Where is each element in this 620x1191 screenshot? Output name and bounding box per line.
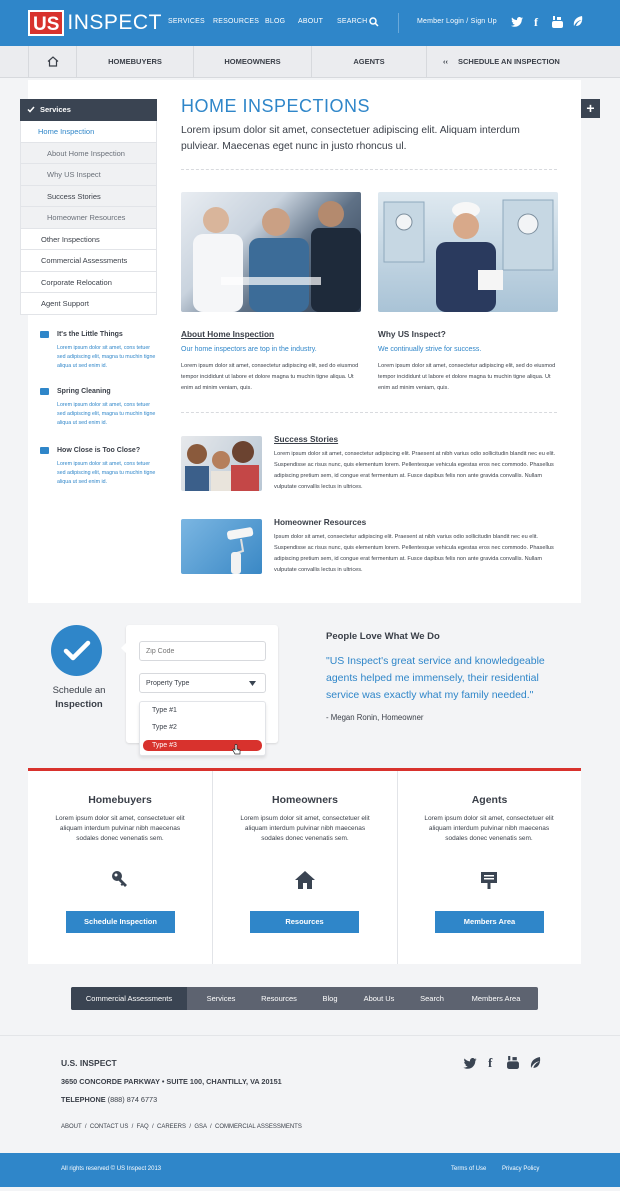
bottom-nav-commercial-assessments[interactable]: Commercial Assessments xyxy=(71,987,187,1010)
house-icon xyxy=(295,871,315,889)
home-tab[interactable] xyxy=(28,46,77,78)
news-title[interactable]: How Close is Too Close? xyxy=(57,447,141,454)
schedule-label-line2: Inspection xyxy=(55,699,103,710)
copyright-text: All rights reserved © US Inspect 2013 xyxy=(61,1166,162,1172)
form-pointer xyxy=(121,642,127,654)
about-home-inspection-link[interactable]: About Home Inspection xyxy=(181,329,275,339)
check-icon xyxy=(27,106,35,113)
footer-youtube-icon[interactable] xyxy=(507,1056,519,1069)
inspector-illustration xyxy=(378,192,558,312)
bottom-nav-search[interactable]: Search xyxy=(420,994,444,1003)
telephone-number[interactable]: (888) 874 6773 xyxy=(107,1095,158,1104)
option-type-3[interactable]: Type #3 xyxy=(143,740,262,751)
news-body: Lorem ipsum dolor sit amet, cons tetuer sed adipiscing elit, magna tu muchin tigne aliqua ut sed enim id. xyxy=(57,461,156,485)
family-illustration xyxy=(181,436,262,491)
sidebar-item-home-inspection[interactable]: Home Inspection xyxy=(20,121,157,143)
story1-body: Lorem ipsum dolor sit amet, consectetur adipiscing elit. Praesent at nibh varius odio sollicitudin blandit nec eu elit. Suspendisse ac risus nunc, quis elementum lorem. Pellentesque vehicula egestas eros nec commodo. Phasellus adipiscing pretium sem, id congue erat fermentum at. Fusce dapibus felis non ante gravida convallis. Nullam vulputate convallis lectus in ultrices. xyxy=(274,451,556,490)
news-body: Lorem ipsum dolor sit amet, cons tetuer sed adipiscing elit, magna tu muchin tigne aliqua ut sed enim id. xyxy=(57,345,156,369)
footer-facebook-icon[interactable]: f xyxy=(488,1055,493,1070)
news-item[interactable] xyxy=(40,447,156,487)
people-illustration xyxy=(181,192,361,312)
blog-leaf-icon[interactable] xyxy=(573,16,583,27)
key-icon xyxy=(111,870,129,888)
header-divider xyxy=(398,13,399,33)
member-login-link[interactable]: Member Login / Sign Up xyxy=(417,18,497,25)
privacy-policy-link[interactable]: Privacy Policy xyxy=(502,1166,540,1172)
subnav-homebuyers[interactable]: HOMEBUYERS xyxy=(77,46,194,78)
homebuyers-title: Homebuyers xyxy=(88,794,152,806)
sidebar-header-label: Services xyxy=(40,105,71,114)
home-outline-icon xyxy=(47,56,59,67)
agents-title: Agents xyxy=(471,794,508,806)
services-sidebar xyxy=(20,99,157,315)
nav-blog[interactable]: BLOG xyxy=(265,18,286,25)
large-check-icon xyxy=(51,625,102,676)
testimonial-heading: People Love What We Do xyxy=(326,631,440,642)
success-stories-link[interactable]: Success Stories xyxy=(274,434,339,444)
news-body: Lorem ipsum dolor sit amet, cons tetuer sed adipiscing elit, magna tu muchin tigne aliqua ut sed enim id. xyxy=(57,402,156,426)
bottom-nav-members-area[interactable]: Members Area xyxy=(471,994,521,1003)
footer-links[interactable]: ABOUT / CONTACT US / FAQ / CAREERS / GSA / COMMERCIAL ASSESSMENTS xyxy=(61,1124,302,1130)
sidebar-header[interactable] xyxy=(20,99,157,121)
sidebar-item-other-inspections[interactable]: Other Inspections xyxy=(20,229,157,251)
subnav-homeowners[interactable]: HOMEOWNERS xyxy=(194,46,312,78)
logo-us: US xyxy=(28,10,64,36)
facebook-icon[interactable]: f xyxy=(534,15,538,29)
sidebar-item-agent-support[interactable]: Agent Support xyxy=(20,293,157,315)
expand-plus-icon[interactable]: + xyxy=(581,99,600,118)
card2-body: Lorem ipsum dolor sit amet, consectetur adipiscing elit, sed do eiusmod tempor incididunt ut labore et dolore magna tu muchin tigne aliqua. Ut enim ad minim veniam, quis. xyxy=(378,363,556,391)
bottom-nav-services[interactable]: Services xyxy=(206,994,236,1003)
footer-telephone-row xyxy=(61,1095,157,1104)
sidebar-item-success-stories[interactable]: Success Stories xyxy=(20,186,157,208)
divider xyxy=(181,169,557,170)
terms-of-use-link[interactable]: Terms of Use xyxy=(451,1166,487,1172)
story2-body: Ipsum dolor sit amet, consectetur adipiscing elit. Praesent at nibh varius odio sollicitudin blandit nec eu elit. Suspendisse ac risus nunc, quis elementum lorem. Pellentesque vehicula egestas eros nec commodo. Phasellus adipiscing pretium sem, id congue erat fermentum at. Fusce dapibus felis non ante gravida convallis. Nullam vulputate convallis lectus in ultrices. xyxy=(274,534,554,573)
footer-divider xyxy=(0,1035,620,1036)
footer-blog-leaf-icon[interactable] xyxy=(530,1057,541,1069)
testimonial-author: - Megan Ronin, Homeowner xyxy=(326,713,424,722)
bottom-nav-blog[interactable]: Blog xyxy=(322,994,338,1003)
option-type-1[interactable]: Type #1 xyxy=(152,707,177,714)
caret-down-icon xyxy=(249,681,256,686)
card1-body: Lorem ipsum dolor sit amet, consectetur adipiscing elit, sed do eiusmod tempor incididunt ut labore et dolore magna tu muchin tigne aliqua. Ut enim ad minim veniam, quis. xyxy=(181,363,359,391)
chat-bubble-icon xyxy=(40,388,49,395)
chat-bubble-icon xyxy=(40,447,49,454)
chat-bubble-icon xyxy=(40,331,49,338)
paint-roller-photo xyxy=(181,519,262,574)
schedule-check-badge xyxy=(51,625,102,676)
news-title[interactable]: It's the Little Things xyxy=(57,331,123,338)
logo[interactable] xyxy=(28,10,162,36)
homeowners-body: Lorem ipsum dolor sit amet, consectetuer elit aliquam interdum pulvinar nibh maecenas sodales donec venenatis sem. xyxy=(240,815,370,842)
property-type-select[interactable] xyxy=(139,673,266,693)
footer-address: 3650 CONCORDE PARKWAY • SUITE 100, CHANTILLY, VA 20151 xyxy=(61,1077,282,1086)
page-title: HOME INSPECTIONS xyxy=(181,96,371,116)
intro-text: Lorem ipsum dolor sit amet, consectetuer adipiscing elit. Aliquam interdum pulviear. Maecenas eget nunc in justo rhoncus ul. xyxy=(181,125,520,152)
schedule-inspection-tab[interactable] xyxy=(427,46,581,78)
footer-twitter-icon[interactable] xyxy=(463,1058,477,1069)
schedule-inspection-label: SCHEDULE AN INSPECTION xyxy=(458,57,560,66)
sidebar-item-why-us-inspect[interactable]: Why US Inspect xyxy=(20,164,157,186)
search-icon[interactable] xyxy=(369,17,379,27)
schedule-label-line1: Schedule an xyxy=(52,685,106,696)
paint-roller-illustration xyxy=(181,519,262,574)
bottom-nav-resources[interactable]: Resources xyxy=(261,994,297,1003)
members-area-button[interactable]: Members Area xyxy=(435,911,544,933)
chevron-left-icon: ‹‹ xyxy=(443,57,448,66)
subnav-agents[interactable]: AGENTS xyxy=(312,46,427,78)
property-type-value: Property Type xyxy=(146,680,190,687)
footer-company: U.S. INSPECT xyxy=(61,1058,117,1068)
nav-about[interactable]: ABOUT xyxy=(298,18,324,25)
card2-subtitle: We continually strive for success. xyxy=(378,346,482,353)
zip-code-input[interactable] xyxy=(139,641,266,661)
nav-services[interactable]: SERVICES xyxy=(168,18,205,25)
divider xyxy=(181,412,557,413)
homeowners-title: Homeowners xyxy=(272,794,338,806)
homebuyers-body: Lorem ipsum dolor sit amet, consectetuer elit aliquam interdum pulvinar nibh maecenas sodales donec venenatis sem. xyxy=(55,815,185,842)
nav-resources[interactable]: RESOURCES xyxy=(213,18,260,25)
schedule-inspection-button[interactable]: Schedule Inspection xyxy=(66,911,175,933)
homeowner-resources-title: Homeowner Resources xyxy=(274,517,367,527)
bottom-nav-about-us[interactable]: About Us xyxy=(363,994,395,1003)
sign-post-icon xyxy=(480,871,498,889)
resources-button[interactable]: Resources xyxy=(250,911,359,933)
news-item[interactable] xyxy=(40,331,156,371)
agents-body: Lorem ipsum dolor sit amet, consectetuer elit aliquam interdum pulvinar nibh maecenas sodales donec venenatis sem. xyxy=(424,815,554,842)
news-title[interactable]: Spring Cleaning xyxy=(57,388,111,395)
news-item[interactable] xyxy=(40,388,156,428)
business-meeting-photo xyxy=(181,192,361,312)
family-photo xyxy=(181,436,262,491)
sidebar-item-commercial-assessments[interactable]: Commercial Assessments xyxy=(20,250,157,272)
sidebar-item-homeowner-resources[interactable]: Homeowner Resources xyxy=(20,207,157,229)
testimonial-quote: "US Inspect's great service and knowledgeable agents helped me immensely, their residential service was exactly what my family needed." xyxy=(326,655,545,701)
logo-text: INSPECT xyxy=(67,11,162,34)
nav-search[interactable]: SEARCH xyxy=(337,18,368,25)
option-type-2[interactable]: Type #2 xyxy=(152,724,177,731)
telephone-label: TELEPHONE xyxy=(61,1095,106,1104)
twitter-icon[interactable] xyxy=(511,17,523,27)
why-us-inspect-title: Why US Inspect? xyxy=(378,329,446,339)
youtube-icon[interactable] xyxy=(552,16,563,28)
inspector-photo xyxy=(378,192,558,312)
card1-subtitle: Our home inspectors are top in the industry. xyxy=(181,346,317,353)
sidebar-item-corporate-relocation[interactable]: Corporate Relocation xyxy=(20,272,157,294)
hand-cursor-icon xyxy=(232,744,241,755)
sidebar-item-about-home-inspection[interactable]: About Home Inspection xyxy=(20,143,157,165)
